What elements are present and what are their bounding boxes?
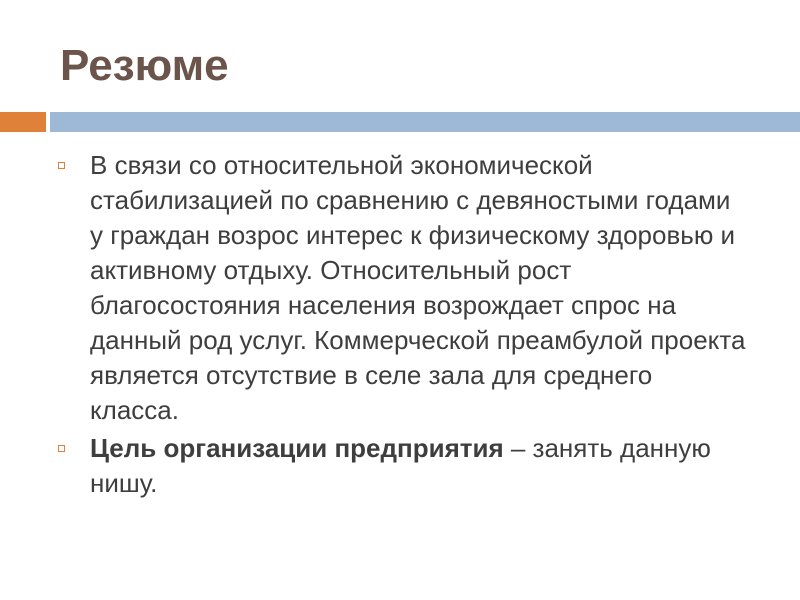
bullet-text-summary: В связи со относительной экономической стабилизацией по сравнению с девяностыми годами у граждан возрос интерес к физическому здоровью и активному отдыху. Относительный рост благосостояния населения возрождает спрос на данный род услуг. Коммерческой преамбулой проекта является отсутствие в селе зала для среднего класса. bbox=[90, 150, 746, 425]
bullet-item-goal bbox=[58, 431, 748, 501]
bullet-text-goal: – занять данную нишу. bbox=[90, 433, 711, 498]
divider-orange-segment bbox=[0, 112, 46, 132]
bullet-item-summary bbox=[58, 148, 748, 428]
hollow-square-bullet-icon bbox=[58, 445, 65, 452]
hollow-square-bullet-icon bbox=[58, 162, 65, 169]
bullet-list bbox=[58, 148, 748, 504]
slide-title: Резюме bbox=[60, 41, 229, 90]
divider-blue-segment bbox=[50, 112, 800, 132]
title-divider bbox=[0, 112, 800, 132]
bullet-bold-text-goal: Цель организации предприятия bbox=[90, 433, 504, 463]
